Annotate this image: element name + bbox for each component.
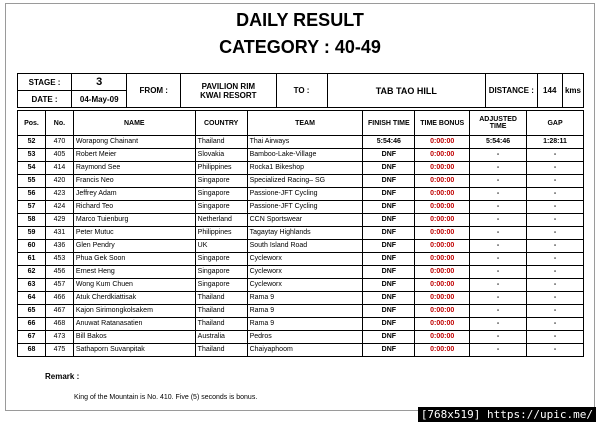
bib-number-cell: 436 [45, 240, 73, 253]
time-bonus-cell: 0:00:00 [415, 240, 470, 253]
position-cell: 52 [18, 136, 46, 149]
finish-time-cell: 5:54:46 [363, 136, 415, 149]
table-row [18, 318, 584, 331]
finish-time-cell: DNF [363, 149, 415, 162]
rider-name-cell: Raymond See [73, 162, 195, 175]
adjusted-time-cell: - [470, 279, 527, 292]
results-body [18, 136, 584, 357]
country-cell: Philippines [195, 227, 247, 240]
adjusted-time-cell: - [470, 331, 527, 344]
bib-number-cell: 453 [45, 253, 73, 266]
remark-text: King of the Mountain is No. 410. Five (5) seconds is bonus. [74, 394, 258, 401]
country-cell: Thailand [195, 136, 247, 149]
bib-number-cell: 423 [45, 188, 73, 201]
date-value: 04-May-09 [72, 91, 127, 108]
finish-time-cell: DNF [363, 188, 415, 201]
country-cell: Singapore [195, 266, 247, 279]
team-cell: Pedros [247, 331, 363, 344]
country-cell: Singapore [195, 175, 247, 188]
position-cell: 63 [18, 279, 46, 292]
table-row [18, 188, 584, 201]
adjusted-time-cell: - [470, 188, 527, 201]
rider-name-cell: Sathaporn Suvanpitak [73, 344, 195, 357]
country-cell: Singapore [195, 279, 247, 292]
gap-cell: - [527, 240, 584, 253]
position-cell: 64 [18, 292, 46, 305]
team-cell: Rama 9 [247, 305, 363, 318]
gap-cell: - [527, 175, 584, 188]
col-team: TEAM [247, 111, 363, 136]
country-cell: UK [195, 240, 247, 253]
finish-time-cell: DNF [363, 227, 415, 240]
rider-name-cell: Worapong Chainant [73, 136, 195, 149]
adjusted-time-cell: - [470, 240, 527, 253]
table-row [18, 149, 584, 162]
finish-time-cell: DNF [363, 240, 415, 253]
adjusted-time-cell: - [470, 162, 527, 175]
gap-cell: - [527, 162, 584, 175]
gap-cell: - [527, 318, 584, 331]
table-row [18, 162, 584, 175]
rider-name-cell: Marco Tuienburg [73, 214, 195, 227]
stage-label: STAGE : [18, 74, 72, 91]
gap-cell: - [527, 344, 584, 357]
country-cell: Thailand [195, 305, 247, 318]
gap-cell: - [527, 305, 584, 318]
team-cell: Bamboo-Lake-Village [247, 149, 363, 162]
rider-name-cell: Kajon Sirimongkolsakem [73, 305, 195, 318]
to-label: TO : [276, 74, 327, 108]
col-gap: GAP [527, 111, 584, 136]
bib-number-cell: 414 [45, 162, 73, 175]
gap-cell: - [527, 279, 584, 292]
finish-time-cell: DNF [363, 175, 415, 188]
position-cell: 68 [18, 344, 46, 357]
col-finish-time: FINISH TIME [363, 111, 415, 136]
time-bonus-cell: 0:00:00 [415, 292, 470, 305]
team-cell: Thai Airways [247, 136, 363, 149]
rider-name-cell: Atuk Cherdkiattisak [73, 292, 195, 305]
position-cell: 58 [18, 214, 46, 227]
rider-name-cell: Robert Meier [73, 149, 195, 162]
time-bonus-cell: 0:00:00 [415, 305, 470, 318]
bib-number-cell: 431 [45, 227, 73, 240]
rider-name-cell: Glen Pendry [73, 240, 195, 253]
table-row [18, 266, 584, 279]
bib-number-cell: 429 [45, 214, 73, 227]
time-bonus-cell: 0:00:00 [415, 188, 470, 201]
adjusted-time-cell: - [470, 175, 527, 188]
position-cell: 61 [18, 253, 46, 266]
time-bonus-cell: 0:00:00 [415, 214, 470, 227]
time-bonus-cell: 0:00:00 [415, 227, 470, 240]
distance-label: DISTANCE : [486, 74, 537, 108]
adjusted-time-cell: - [470, 266, 527, 279]
gap-cell: - [527, 266, 584, 279]
team-cell: Rama 9 [247, 292, 363, 305]
position-cell: 57 [18, 201, 46, 214]
bib-number-cell: 457 [45, 279, 73, 292]
gap-cell: - [527, 331, 584, 344]
adjusted-time-cell: - [470, 201, 527, 214]
watermark-footer: [768x519] https://upic.me/ [418, 407, 596, 422]
bib-number-cell: 475 [45, 344, 73, 357]
country-cell: Philippines [195, 162, 247, 175]
position-cell: 54 [18, 162, 46, 175]
country-cell: Thailand [195, 318, 247, 331]
bib-number-cell: 420 [45, 175, 73, 188]
team-cell: Chaiyaphoom [247, 344, 363, 357]
team-cell: Cycleworx [247, 279, 363, 292]
time-bonus-cell: 0:00:00 [415, 318, 470, 331]
table-row [18, 279, 584, 292]
country-cell: Thailand [195, 292, 247, 305]
position-cell: 56 [18, 188, 46, 201]
to-location: TAB TAO HILL [327, 74, 486, 108]
country-cell: Australia [195, 331, 247, 344]
gap-cell: - [527, 188, 584, 201]
team-cell: Cycleworx [247, 266, 363, 279]
team-cell: Passione-JFT Cycling [247, 188, 363, 201]
team-cell: Specialized Racing– SG [247, 175, 363, 188]
rider-name-cell: Bill Bakos [73, 331, 195, 344]
bib-number-cell: 405 [45, 149, 73, 162]
position-cell: 66 [18, 318, 46, 331]
col-country: COUNTRY [195, 111, 247, 136]
finish-time-cell: DNF [363, 253, 415, 266]
table-row [18, 344, 584, 357]
rider-name-cell: Richard Teo [73, 201, 195, 214]
gap-cell: - [527, 292, 584, 305]
country-cell: Slovakia [195, 149, 247, 162]
finish-time-cell: DNF [363, 266, 415, 279]
bib-number-cell: 466 [45, 292, 73, 305]
time-bonus-cell: 0:00:00 [415, 331, 470, 344]
rider-name-cell: Ernest Heng [73, 266, 195, 279]
remark-label: Remark : [45, 372, 80, 381]
country-cell: Singapore [195, 201, 247, 214]
country-cell: Thailand [195, 344, 247, 357]
team-cell: South Island Road [247, 240, 363, 253]
finish-time-cell: DNF [363, 162, 415, 175]
col-name: NAME [73, 111, 195, 136]
time-bonus-cell: 0:00:00 [415, 162, 470, 175]
rider-name-cell: Phua Gek Soon [73, 253, 195, 266]
bib-number-cell: 468 [45, 318, 73, 331]
col-no: No. [45, 111, 73, 136]
gap-cell: 1:28:11 [527, 136, 584, 149]
table-row [18, 227, 584, 240]
from-location-line2: KWAI RESORT [200, 90, 257, 100]
table-row [18, 292, 584, 305]
bib-number-cell: 424 [45, 201, 73, 214]
country-cell: Singapore [195, 188, 247, 201]
position-cell: 59 [18, 227, 46, 240]
position-cell: 60 [18, 240, 46, 253]
team-cell: Rama 9 [247, 318, 363, 331]
bib-number-cell: 473 [45, 331, 73, 344]
position-cell: 62 [18, 266, 46, 279]
distance-value: 144 [537, 74, 562, 108]
from-location [181, 74, 276, 108]
position-cell: 67 [18, 331, 46, 344]
from-label: FROM : [127, 74, 181, 108]
adjusted-time-cell: - [470, 227, 527, 240]
rider-name-cell: Peter Mutuc [73, 227, 195, 240]
stage-value: 3 [72, 74, 127, 91]
bib-number-cell: 470 [45, 136, 73, 149]
time-bonus-cell: 0:00:00 [415, 201, 470, 214]
finish-time-cell: DNF [363, 279, 415, 292]
time-bonus-cell: 0:00:00 [415, 175, 470, 188]
col-pos: Pos. [18, 111, 46, 136]
team-cell: Tagaytay Highlands [247, 227, 363, 240]
col-adjusted-time: ADJUSTED TIME [470, 111, 527, 136]
page-title: DAILY RESULT [236, 10, 364, 30]
bib-number-cell: 456 [45, 266, 73, 279]
category-title: CATEGORY : 40-49 [219, 37, 381, 57]
adjusted-time-cell: - [470, 344, 527, 357]
finish-time-cell: DNF [363, 305, 415, 318]
time-bonus-cell: 0:00:00 [415, 266, 470, 279]
stage-info-table [17, 73, 584, 108]
team-cell: CCN Sportswear [247, 214, 363, 227]
adjusted-time-cell: - [470, 149, 527, 162]
country-cell: Singapore [195, 253, 247, 266]
adjusted-time-cell: - [470, 318, 527, 331]
results-header-row [18, 111, 584, 136]
table-row [18, 175, 584, 188]
rider-name-cell: Anuwat Ratanasatien [73, 318, 195, 331]
finish-time-cell: DNF [363, 331, 415, 344]
results-table [17, 110, 584, 357]
finish-time-cell: DNF [363, 292, 415, 305]
adjusted-time-cell: 5:54:46 [470, 136, 527, 149]
team-cell: Passione-JFT Cycling [247, 201, 363, 214]
time-bonus-cell: 0:00:00 [415, 136, 470, 149]
adjusted-time-cell: - [470, 253, 527, 266]
rider-name-cell: Francis Neo [73, 175, 195, 188]
time-bonus-cell: 0:00:00 [415, 149, 470, 162]
adjusted-time-cell: - [470, 214, 527, 227]
gap-cell: - [527, 253, 584, 266]
team-cell: Rocka1 Bikeshop [247, 162, 363, 175]
gap-cell: - [527, 214, 584, 227]
time-bonus-cell: 0:00:00 [415, 253, 470, 266]
table-row [18, 240, 584, 253]
from-location-line1: PAVILION RIM [201, 81, 256, 91]
col-time-bonus: TIME BONUS [415, 111, 470, 136]
finish-time-cell: DNF [363, 318, 415, 331]
gap-cell: - [527, 149, 584, 162]
table-row [18, 136, 584, 149]
date-label: DATE : [18, 91, 72, 108]
table-row [18, 201, 584, 214]
finish-time-cell: DNF [363, 344, 415, 357]
position-cell: 65 [18, 305, 46, 318]
table-row [18, 305, 584, 318]
time-bonus-cell: 0:00:00 [415, 279, 470, 292]
finish-time-cell: DNF [363, 214, 415, 227]
rider-name-cell: Jeffrey Adam [73, 188, 195, 201]
table-row [18, 331, 584, 344]
bib-number-cell: 467 [45, 305, 73, 318]
position-cell: 53 [18, 149, 46, 162]
gap-cell: - [527, 201, 584, 214]
distance-unit: kms [562, 74, 583, 108]
table-row [18, 253, 584, 266]
finish-time-cell: DNF [363, 201, 415, 214]
time-bonus-cell: 0:00:00 [415, 344, 470, 357]
adjusted-time-cell: - [470, 292, 527, 305]
team-cell: Cycleworx [247, 253, 363, 266]
table-row [18, 214, 584, 227]
gap-cell: - [527, 227, 584, 240]
rider-name-cell: Wong Kum Chuen [73, 279, 195, 292]
country-cell: Netherland [195, 214, 247, 227]
adjusted-time-cell: - [470, 305, 527, 318]
position-cell: 55 [18, 175, 46, 188]
